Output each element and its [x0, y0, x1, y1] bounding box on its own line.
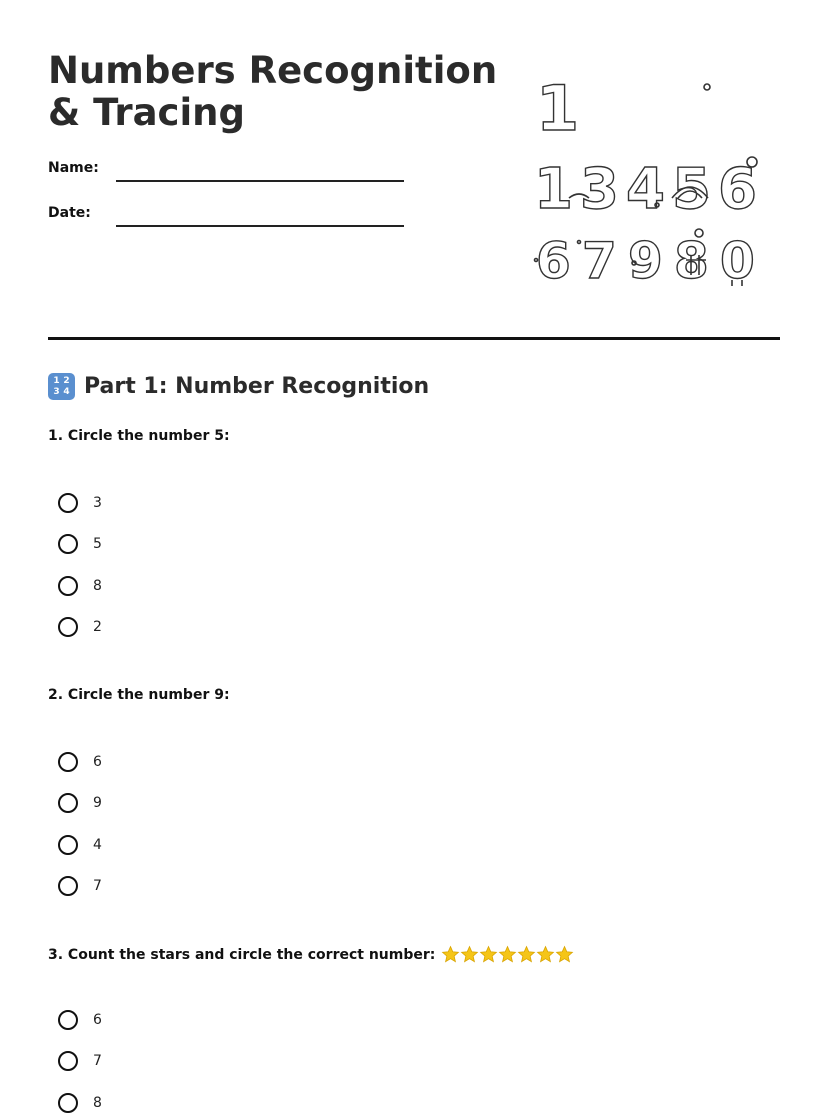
option-label: 2	[93, 619, 102, 635]
doodle-digit: 6	[718, 157, 757, 222]
radio-circle-icon[interactable]	[58, 617, 78, 637]
option-label: 8	[93, 578, 102, 594]
radio-circle-icon[interactable]	[58, 876, 78, 896]
decoration-doodle	[704, 84, 710, 90]
question-3-prompt: 3. Count the stars and circle the correct number:	[48, 946, 436, 963]
name-line[interactable]	[116, 180, 404, 182]
doodle-number-illustration	[524, 70, 764, 290]
star-icon	[460, 945, 479, 964]
star-icon	[498, 945, 517, 964]
question-2-prompt: 2. Circle the number 9:	[48, 687, 230, 703]
doodle-digit: 4	[626, 157, 665, 222]
doodle-digit: 9	[628, 232, 663, 290]
q3-option-1[interactable]	[58, 1008, 102, 1032]
date-field	[48, 205, 91, 221]
option-label: 9	[93, 795, 102, 811]
question-2	[48, 687, 230, 703]
q2-option-2[interactable]	[58, 791, 102, 815]
option-label: 4	[93, 837, 102, 853]
option-label: 5	[93, 536, 102, 552]
worksheet-title: Numbers Recognition & Tracing	[48, 49, 498, 134]
q2-option-1[interactable]	[58, 750, 102, 774]
doodle-digit: 0	[720, 232, 755, 290]
radio-circle-icon[interactable]	[58, 1010, 78, 1030]
radio-circle-icon[interactable]	[58, 493, 78, 513]
radio-circle-icon[interactable]	[58, 576, 78, 596]
radio-circle-icon[interactable]	[58, 1093, 78, 1113]
q3-option-2[interactable]	[58, 1049, 102, 1073]
section-divider	[48, 337, 780, 340]
star-icon	[479, 945, 498, 964]
section-title-part1	[48, 373, 429, 400]
date-label: Date:	[48, 205, 91, 221]
question-1	[48, 428, 230, 444]
radio-circle-icon[interactable]	[58, 835, 78, 855]
keycap-1234-icon: 1 2 3 4	[48, 373, 75, 400]
radio-circle-icon[interactable]	[58, 752, 78, 772]
doodle-digit: 1	[534, 157, 573, 222]
question-1-prompt: 1. Circle the number 5:	[48, 428, 230, 444]
question-3	[48, 945, 574, 964]
doodle-digit: 8	[674, 232, 709, 290]
q2-option-3[interactable]	[58, 833, 102, 857]
dot-doodle	[578, 241, 581, 244]
star-icon	[441, 945, 460, 964]
star-icon	[555, 945, 574, 964]
option-label: 8	[93, 1095, 102, 1111]
star-row	[441, 945, 574, 964]
radio-circle-icon[interactable]	[58, 793, 78, 813]
q3-option-3[interactable]	[58, 1091, 102, 1115]
option-label: 7	[93, 878, 102, 894]
q1-option-2[interactable]	[58, 532, 102, 556]
doodle-digit: 1	[536, 72, 580, 145]
radio-circle-icon[interactable]	[58, 1051, 78, 1071]
option-label: 3	[93, 495, 102, 511]
doodle-digit: 7	[582, 232, 617, 290]
section-title-text: Part 1: Number Recognition	[84, 374, 430, 399]
radio-circle-icon[interactable]	[58, 534, 78, 554]
option-label: 7	[93, 1053, 102, 1069]
option-label: 6	[93, 754, 102, 770]
name-label: Name:	[48, 160, 99, 176]
q1-option-1[interactable]	[58, 491, 102, 515]
date-line[interactable]	[116, 225, 404, 227]
doodle-digit: 6	[536, 232, 571, 290]
doodle-digit: 3	[580, 157, 619, 222]
option-label: 6	[93, 1012, 102, 1028]
q1-option-3[interactable]	[58, 574, 102, 598]
q2-option-4[interactable]	[58, 874, 102, 898]
q1-option-4[interactable]	[58, 615, 102, 639]
star-icon	[517, 945, 536, 964]
doodle-digit: 5	[672, 157, 711, 222]
star-icon	[536, 945, 555, 964]
name-field	[48, 160, 99, 176]
